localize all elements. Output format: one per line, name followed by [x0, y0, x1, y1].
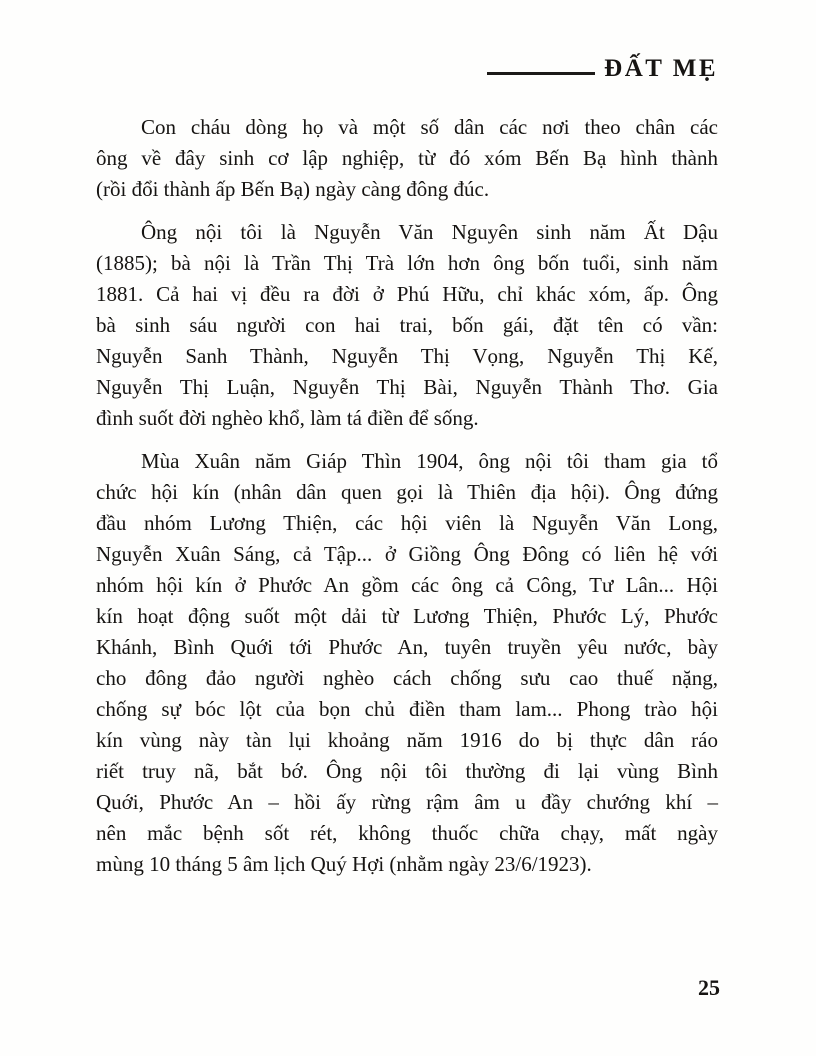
text-line: kín hoạt động suốt một dải từ Lương Thiện, Phước Lý, Phước [96, 604, 718, 628]
page-body-text [96, 112, 718, 880]
text-line: nhóm hội kín ở Phước An gồm các ông cả Công, Tư Lân... Hội [96, 573, 718, 597]
text-line: chống sự bóc lột của bọn chủ điền tham lam... Phong trào hội [96, 697, 718, 721]
text-line: Con cháu dòng họ và một số dân các nơi theo chân các [141, 115, 718, 139]
text-line: Quới, Phước An – hồi ấy rừng rậm âm u đầy chướng khí – [96, 790, 718, 814]
text-line: cho đông đảo người nghèo cách chống sưu cao thuế nặng, [96, 666, 718, 690]
text-line: ông về đây sinh cơ lập nghiệp, từ đó xóm Bến Bạ hình thành [96, 146, 718, 170]
text-line: bà sinh sáu người con hai trai, bốn gái, đặt tên có vần: [96, 313, 718, 337]
text-line: nên mắc bệnh sốt rét, không thuốc chữa chạy, mất ngày [96, 821, 718, 845]
text-line: đình suốt đời nghèo khổ, làm tá điền để sống. [96, 406, 479, 430]
text-line: Mùa Xuân năm Giáp Thìn 1904, ông nội tôi tham gia tổ [141, 449, 718, 473]
header-rule-line [487, 72, 595, 75]
text-line: Ông nội tôi là Nguyễn Văn Nguyên sinh năm Ất Dậu [141, 220, 718, 244]
page-number: 25 [698, 975, 720, 1000]
paragraph [96, 217, 718, 434]
text-line: mùng 10 tháng 5 âm lịch Quý Hợi (nhằm ngày 23/6/1923). [96, 852, 592, 876]
text-line: riết truy nã, bắt bớ. Ông nội tôi thường đi lại vùng Bình [96, 759, 718, 783]
text-line: Nguyễn Thị Luận, Nguyễn Thị Bài, Nguyễn Thành Thơ. Gia [96, 375, 718, 399]
text-line: chức hội kín (nhân dân quen gọi là Thiên địa hội). Ông đứng [96, 480, 718, 504]
running-header [0, 56, 718, 81]
text-line: (1885); bà nội là Trần Thị Trà lớn hơn ông bốn tuổi, sinh năm [96, 251, 718, 275]
text-line: Khánh, Bình Quới tới Phước An, tuyên truyền yêu nước, bày [96, 635, 718, 659]
book-title: ĐẤT MẸ [604, 55, 718, 82]
text-line: 1881. Cả hai vị đều ra đời ở Phú Hữu, chỉ khác xóm, ấp. Ông [96, 282, 718, 306]
paragraph [96, 112, 718, 205]
paragraph [96, 446, 718, 880]
text-line: (rồi đổi thành ấp Bến Bạ) ngày càng đông đúc. [96, 177, 490, 201]
text-line: Nguyễn Sanh Thành, Nguyễn Thị Vọng, Nguyễn Thị Kế, [96, 344, 718, 368]
text-line: kín vùng này tàn lụi khoảng năm 1916 do bị thực dân ráo [96, 728, 718, 752]
text-line: Nguyễn Xuân Sáng, cả Tập... ở Giồng Ông Đông có liên hệ với [96, 542, 718, 566]
text-line: đầu nhóm Lương Thiện, các hội viên là Nguyễn Văn Long, [96, 511, 718, 535]
